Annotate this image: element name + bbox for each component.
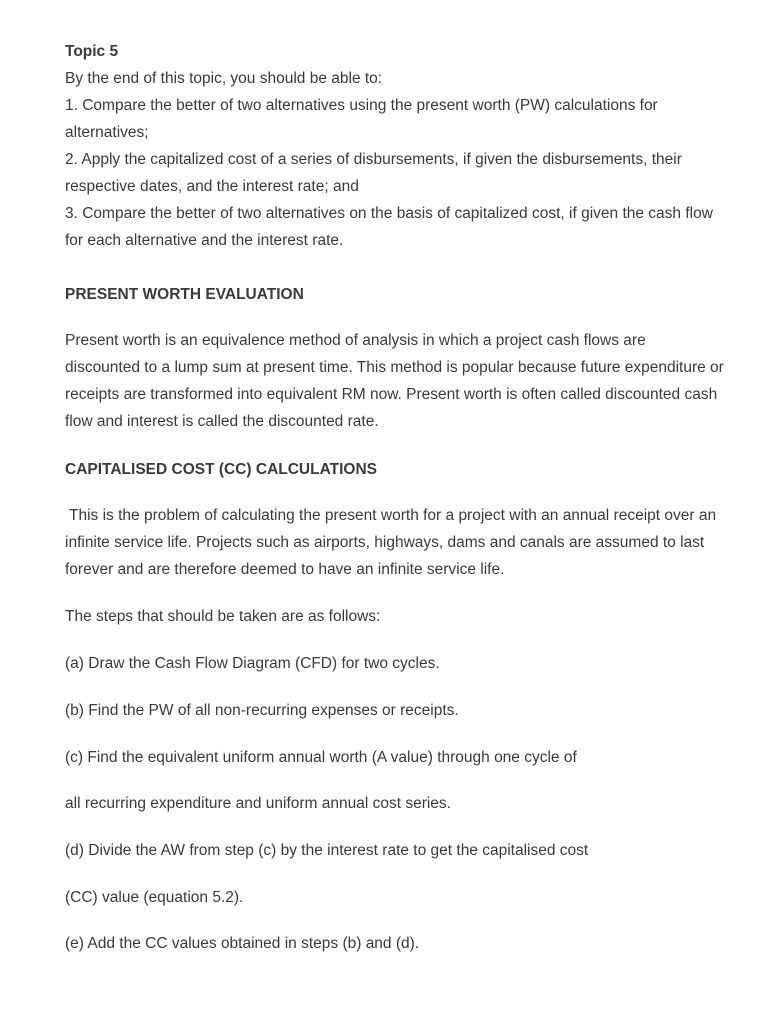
topic-title: Topic 5 (65, 43, 119, 60)
objective-2-line-2: respective dates, and the interest rate; and (65, 178, 359, 195)
step-c-line-1: (c) Find the equivalent uniform annual worth (A value) through one cycle of (65, 749, 577, 766)
objective-1-line-1: 1. Compare the better of two alternatives using the present worth (PW) calculations for (65, 97, 658, 114)
objective-3-line-2: for each alternative and the interest rate. (65, 232, 344, 249)
capitalised-cost-heading: CAPITALISED COST (CC) CALCULATIONS (65, 461, 377, 478)
step-c-line-2: all recurring expenditure and uniform annual cost series. (65, 795, 451, 812)
step-b: (b) Find the PW of all non-recurring expenses or receipts. (65, 702, 459, 719)
step-e: (e) Add the CC values obtained in steps (b) and (d). (65, 935, 420, 952)
present-worth-paragraph-line-1: Present worth is an equivalence method of analysis in which a project cash flows are (65, 332, 646, 349)
objective-1-line-2: alternatives; (65, 124, 149, 141)
step-d-line-2: (CC) value (equation 5.2). (65, 889, 244, 906)
capitalised-cost-paragraph-line-3: forever and are therefore deemed to have an infinite service life. (65, 561, 505, 578)
present-worth-paragraph-line-2: discounted to a lump sum at present time. This method is popular because future expenditure or (65, 359, 724, 376)
objective-2-line-1: 2. Apply the capitalized cost of a series of disbursements, if given the disbursements, their (65, 151, 682, 168)
present-worth-paragraph-line-4: flow and interest is called the discounted rate. (65, 413, 379, 430)
topic-intro: By the end of this topic, you should be able to: (65, 70, 383, 87)
step-d-line-1: (d) Divide the AW from step (c) by the interest rate to get the capitalised cost (65, 842, 589, 859)
steps-intro: The steps that should be taken are as follows: (65, 608, 381, 625)
objective-3-line-1: 3. Compare the better of two alternatives on the basis of capitalized cost, if given the cash flow (65, 205, 713, 222)
step-a: (a) Draw the Cash Flow Diagram (CFD) for two cycles. (65, 655, 440, 672)
capitalised-cost-paragraph-line-2: infinite service life. Projects such as airports, highways, dams and canals are assumed to last (65, 534, 705, 551)
present-worth-heading: PRESENT WORTH EVALUATION (65, 286, 304, 303)
present-worth-paragraph-line-3: receipts are transformed into equivalent RM now. Present worth is often called discounted cash (65, 386, 718, 403)
capitalised-cost-paragraph-line-1: This is the problem of calculating the present worth for a project with an annual receipt over an (65, 507, 717, 524)
